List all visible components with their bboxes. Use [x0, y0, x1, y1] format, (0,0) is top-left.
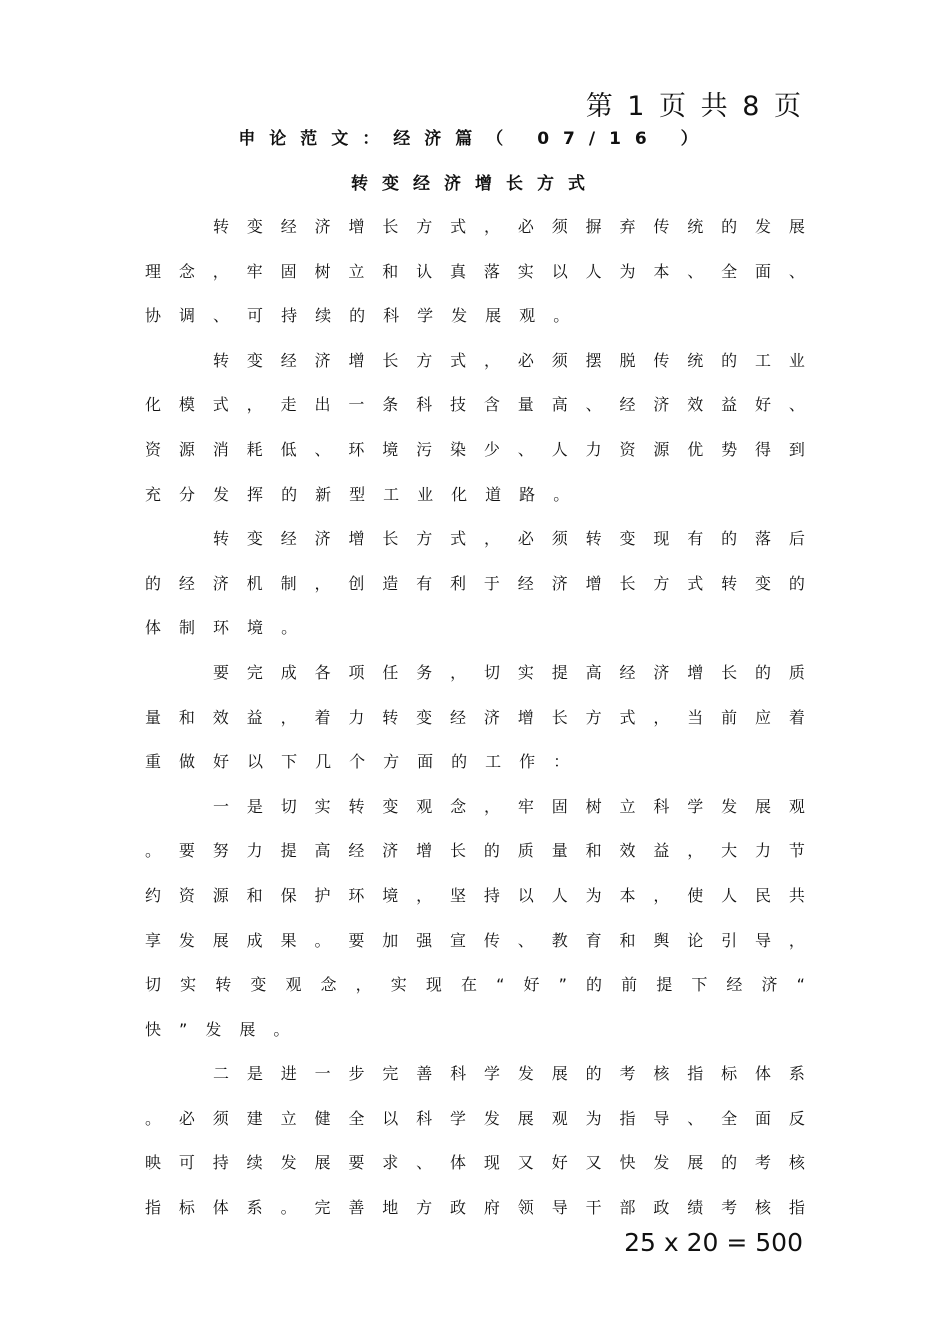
text-line: 协 调 、 可 持 续 的 科 学 发 展 观 。: [145, 306, 570, 326]
text-line: 转 变 经 济 增 长 方 式 ， 必 须 摆 脱 传 统 的 工 业: [213, 350, 805, 370]
text-line: 指 标 体 系 。 完 善 地 方 政 府 领 导 干 部 政 绩 考 核 指: [145, 1198, 805, 1218]
text-line: 资 源 消 耗 低 、 环 境 污 染 少 、 人 力 资 源 优 势 得 到: [145, 439, 805, 459]
document-title: 申论范文：经济篇（ 07/16 ）: [238, 129, 712, 149]
page-number: 第 1 页 共 8 页: [585, 91, 804, 122]
text-line: 的 经 济 机 制 ， 创 造 有 利 于 经 济 增 长 方 式 转 变 的: [145, 573, 805, 593]
text-line: 二 是 进 一 步 完 善 科 学 发 展 的 考 核 指 标 体 系: [213, 1064, 805, 1084]
text-line: 切 实 转 变 观 念 ， 实 现 在 “ 好 ” 的 前 提 下 经 济 “: [145, 975, 805, 995]
text-line: 转 变 经 济 增 长 方 式 ， 必 须 摒 弃 传 统 的 发 展: [213, 217, 805, 236]
text-line: 。 必 须 建 立 健 全 以 科 学 发 展 观 为 指 导 、 全 面 反: [145, 1108, 805, 1128]
text-line: 。 要 努 力 提 高 经 济 增 长 的 质 量 和 效 益 ， 大 力 节: [145, 841, 805, 861]
text-line: 享 发 展 成 果 。 要 加 强 宣 传 、 教 育 和 舆 论 引 导 ，: [145, 930, 805, 950]
essay-title: 转变经济增长方式: [351, 174, 599, 194]
text-line: 充 分 发 挥 的 新 型 工 业 化 道 路 。: [145, 484, 570, 504]
text-line: 映 可 持 续 发 展 要 求 、 体 现 又 好 又 快 发 展 的 考 核: [145, 1153, 805, 1173]
text-line: 量 和 效 益 ， 着 力 转 变 经 济 增 长 方 式 ， 当 前 应 着: [145, 707, 805, 727]
text-line: 体 制 环 境 。: [145, 618, 298, 638]
essay-body: [145, 205, 805, 1231]
text-line: 一 是 切 实 转 变 观 念 ， 牢 固 树 立 科 学 发 展 观: [213, 796, 805, 816]
grid-count-note: 25 x 20 = 500: [624, 1228, 803, 1257]
text-line: 重 做 好 以 下 几 个 方 面 的 工 作 ：: [145, 752, 570, 772]
text-line: 转 变 经 济 增 长 方 式 ， 必 须 转 变 现 有 的 落 后: [213, 529, 805, 549]
text-line: 化 模 式 ， 走 出 一 条 科 技 含 量 高 、 经 济 效 益 好 、: [145, 395, 805, 415]
text-line: 快 ” 发 展 。: [145, 1019, 290, 1039]
text-line: 理 念 ， 牢 固 树 立 和 认 真 落 实 以 人 为 本 、 全 面 、: [145, 261, 805, 281]
text-line: 要 完 成 各 项 任 务 ， 切 实 提 高 经 济 增 长 的 质: [213, 662, 805, 682]
text-line: 约 资 源 和 保 护 环 境 ， 坚 持 以 人 为 本 ， 使 人 民 共: [145, 885, 805, 905]
